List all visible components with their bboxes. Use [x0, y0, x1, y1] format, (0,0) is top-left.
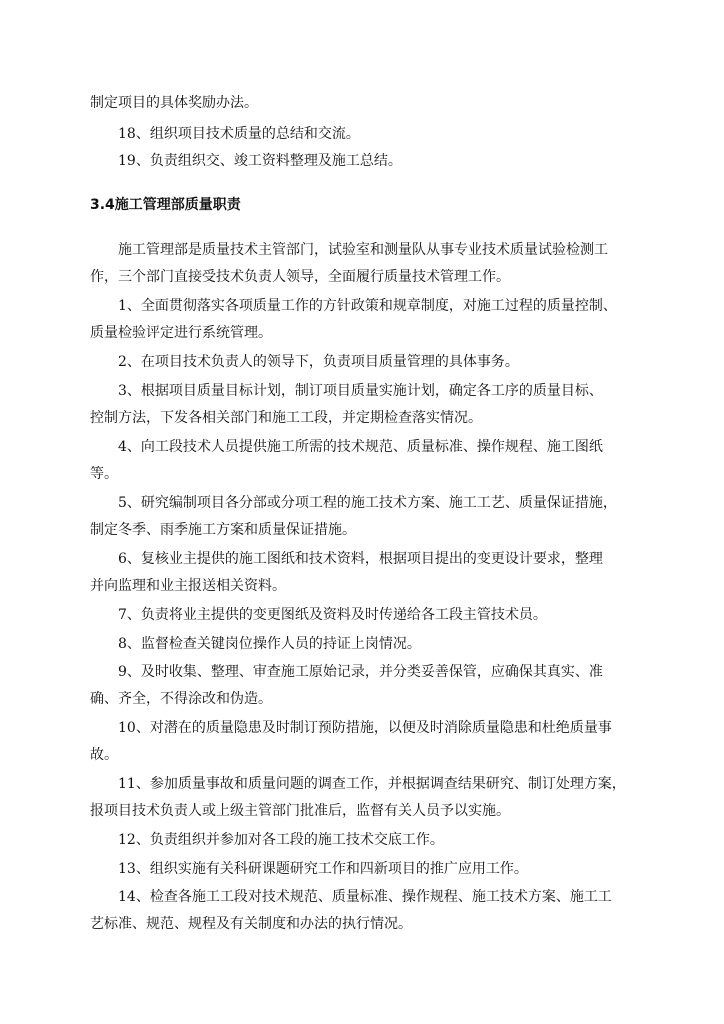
list-item-11: 11、参加质量事故和质量问题的调查工作，并根据调查结果研究、制订处理方案， — [118, 776, 626, 792]
list-item-8: 8、监督检查关键岗位操作人员的持证上岗情况。 — [118, 636, 421, 652]
list-item-9: 9、及时收集、整理、审查施工原始记录，并分类妥善保管，应确保其真实、准 — [118, 664, 603, 680]
list-item-6-cont: 并向监理和业主报送相关资料。 — [90, 578, 286, 594]
list-item-4: 4、向工段技术人员提供施工所需的技术规范、质量标准、操作规程、施工图纸 — [118, 439, 603, 455]
section-heading: 3.4施工管理部质量职责 — [90, 197, 241, 213]
list-item-4-cont: 等。 — [90, 466, 118, 482]
list-item-6: 6、复核业主提供的施工图纸和技术资料，根据项目提出的变更设计要求，整理 — [118, 551, 603, 567]
list-item-18: 18、组织项目技术质量的总结和交流。 — [118, 126, 360, 142]
paragraph-line: 施工管理部是质量技术主管部门，试验室和测量队从事专业技术质量试验检测工 — [118, 242, 608, 258]
list-item-11-cont: 报项目技术负责人或上级主管部门批准后，监督有关人员予以实施。 — [90, 803, 510, 819]
list-item-1-cont: 质量检验评定进行系统管理。 — [90, 325, 272, 341]
list-item-19: 19、负责组织交、竣工资料整理及施工总结。 — [118, 153, 402, 169]
list-item-10: 10、对潜在的质量隐患及时制订预防措施，以便及时消除质量隐患和杜绝质量事 — [118, 720, 612, 736]
paragraph-line: 作，三个部门直接受技术负责人领导，全面履行质量技术管理工作。 — [90, 269, 510, 285]
list-item-12: 12、负责组织并参加对各工段的施工技术交底工作。 — [118, 832, 444, 848]
list-item-1: 1、全面贯彻落实各项质量工作的方针政策和规章制度，对施工过程的质量控制、 — [118, 298, 617, 314]
list-item-10-cont: 故。 — [90, 747, 118, 763]
list-item-3-cont: 控制方法，下发各相关部门和施工工段，并定期检查落实情况。 — [90, 410, 482, 426]
list-item-2: 2、在项目技术负责人的领导下，负责项目质量管理的具体事务。 — [118, 354, 519, 370]
list-item-5-cont: 制定冬季、雨季施工方案和质量保证措施。 — [90, 522, 356, 538]
list-item-9-cont: 确、齐全，不得涂改和伪造。 — [90, 691, 272, 707]
list-item-14-cont: 艺标准、规范、规程及有关制度和办法的执行情况。 — [90, 916, 412, 932]
list-item-13: 13、组织实施有关科研课题研究工作和四新项目的推广应用工作。 — [118, 861, 528, 877]
list-item-14: 14、检查各施工工段对技术规范、质量标准、操作规程、施工技术方案、施工工 — [118, 889, 612, 905]
list-item-5: 5、研究编制项目各分部或分项工程的施工技术方案、施工工艺、质量保证措施， — [118, 495, 617, 511]
paragraph-line: 制定项目的具体奖励办法。 — [90, 95, 258, 111]
list-item-3: 3、根据项目质量目标计划，制订项目质量实施计划，确定各工序的质量目标、 — [118, 383, 603, 399]
list-item-7: 7、负责将业主提供的变更图纸及资料及时传递给各工段主管技术员。 — [118, 607, 547, 623]
